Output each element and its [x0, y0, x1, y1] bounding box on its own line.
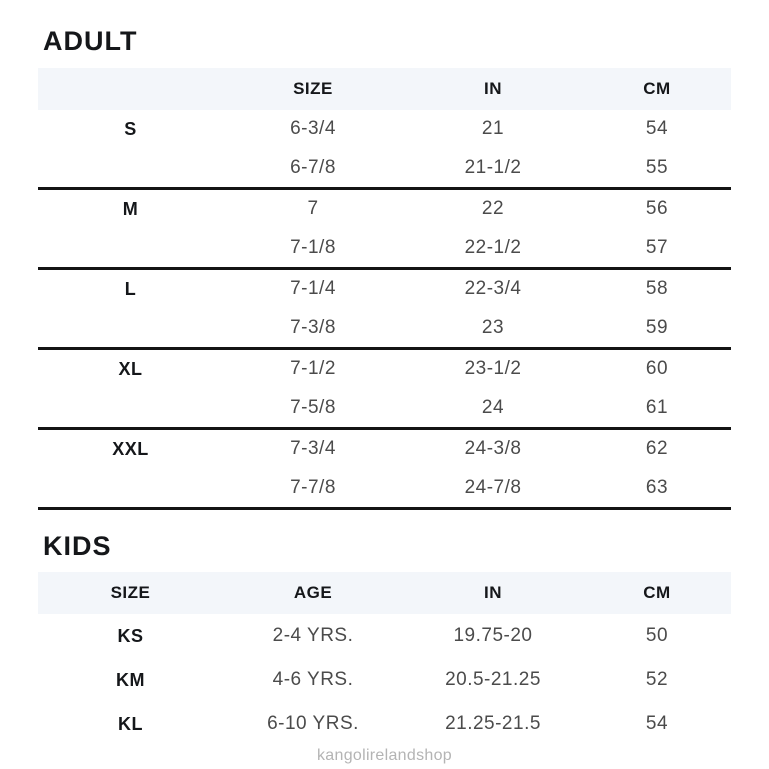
adult-size-group-xxl — [38, 430, 731, 510]
table-row — [38, 469, 731, 508]
cm-value: 59 — [645, 316, 669, 338]
cm-value: 50 — [645, 625, 669, 646]
inches-value: 24-3/8 — [464, 438, 522, 460]
table-row — [38, 110, 731, 149]
table-row — [38, 149, 731, 188]
hat-size-value: 7 — [307, 198, 319, 220]
kids-header-cm: CM — [643, 583, 671, 602]
inches-value: 22 — [481, 198, 505, 220]
adult-header-cm: CM — [643, 79, 671, 98]
inches-value: 21.25-21.5 — [445, 713, 541, 734]
table-row — [38, 389, 731, 428]
cm-value: 57 — [645, 236, 669, 258]
table-row — [38, 270, 731, 309]
inches-value: 20.5-21.25 — [445, 669, 541, 690]
size-label: XL — [118, 358, 143, 379]
adult-header-size: SIZE — [293, 79, 333, 98]
adult-size-table — [38, 68, 731, 510]
inches-value: 23-1/2 — [464, 358, 522, 380]
hat-size-value: 6-7/8 — [290, 156, 336, 178]
inches-value: 22-3/4 — [464, 278, 522, 300]
adult-size-group-xl — [38, 350, 731, 430]
kids-header-size: SIZE — [110, 583, 151, 602]
inches-value: 21-1/2 — [464, 156, 522, 178]
cm-value: 54 — [645, 118, 669, 140]
cm-value: 61 — [645, 396, 669, 418]
hat-size-value: 6-3/4 — [290, 118, 336, 140]
inches-value: 24 — [481, 396, 505, 418]
size-label: L — [124, 278, 137, 299]
size-label: KM — [116, 669, 145, 690]
inches-value: 24-7/8 — [464, 476, 522, 498]
age-value: 4-6 YRS. — [272, 669, 354, 690]
age-value: 2-4 YRS. — [272, 625, 354, 646]
size-label: KL — [118, 713, 143, 734]
adult-size-group-l — [38, 270, 731, 350]
table-row — [38, 614, 731, 658]
cm-value: 56 — [645, 198, 669, 220]
kids-header-age: AGE — [293, 583, 333, 602]
cm-value: 55 — [645, 156, 669, 178]
adult-size-group-s — [38, 110, 731, 190]
hat-size-value: 7-3/4 — [290, 438, 336, 460]
inches-value: 21 — [481, 118, 505, 140]
table-row — [38, 190, 731, 229]
table-row — [38, 430, 731, 469]
size-label: XXL — [112, 438, 149, 459]
cm-value: 60 — [645, 358, 669, 380]
hat-size-value: 7-1/2 — [290, 358, 336, 380]
hat-size-value: 7-3/8 — [290, 316, 336, 338]
cm-value: 54 — [645, 713, 669, 734]
hat-size-value: 7-1/4 — [290, 278, 336, 300]
hat-size-value: 7-7/8 — [290, 476, 336, 498]
kids-section-title: KIDS — [43, 531, 112, 561]
adult-table-header-row — [38, 68, 731, 110]
hat-size-value: 7-1/8 — [290, 236, 336, 258]
size-label: S — [124, 118, 137, 139]
inches-value: 19.75-20 — [453, 625, 533, 646]
table-row — [38, 702, 731, 746]
inches-value: 23 — [481, 316, 505, 338]
adult-section-title: ADULT — [43, 26, 138, 56]
kids-size-table — [38, 572, 731, 746]
adult-header-in: IN — [484, 79, 502, 98]
size-label: M — [122, 198, 139, 219]
kids-header-in: IN — [484, 583, 502, 602]
size-label: KS — [117, 625, 144, 646]
table-row — [38, 658, 731, 702]
table-row — [38, 309, 731, 348]
cm-value: 62 — [645, 438, 669, 460]
inches-value: 22-1/2 — [464, 236, 522, 258]
cm-value: 63 — [645, 476, 669, 498]
table-row — [38, 229, 731, 268]
hat-size-value: 7-5/8 — [290, 396, 336, 418]
adult-size-group-m — [38, 190, 731, 270]
age-value: 6-10 YRS. — [267, 713, 359, 734]
cm-value: 58 — [645, 278, 669, 300]
table-row — [38, 350, 731, 389]
shop-watermark: kangolirelandshop — [317, 747, 452, 764]
kids-table-header-row — [38, 572, 731, 614]
cm-value: 52 — [645, 669, 669, 690]
